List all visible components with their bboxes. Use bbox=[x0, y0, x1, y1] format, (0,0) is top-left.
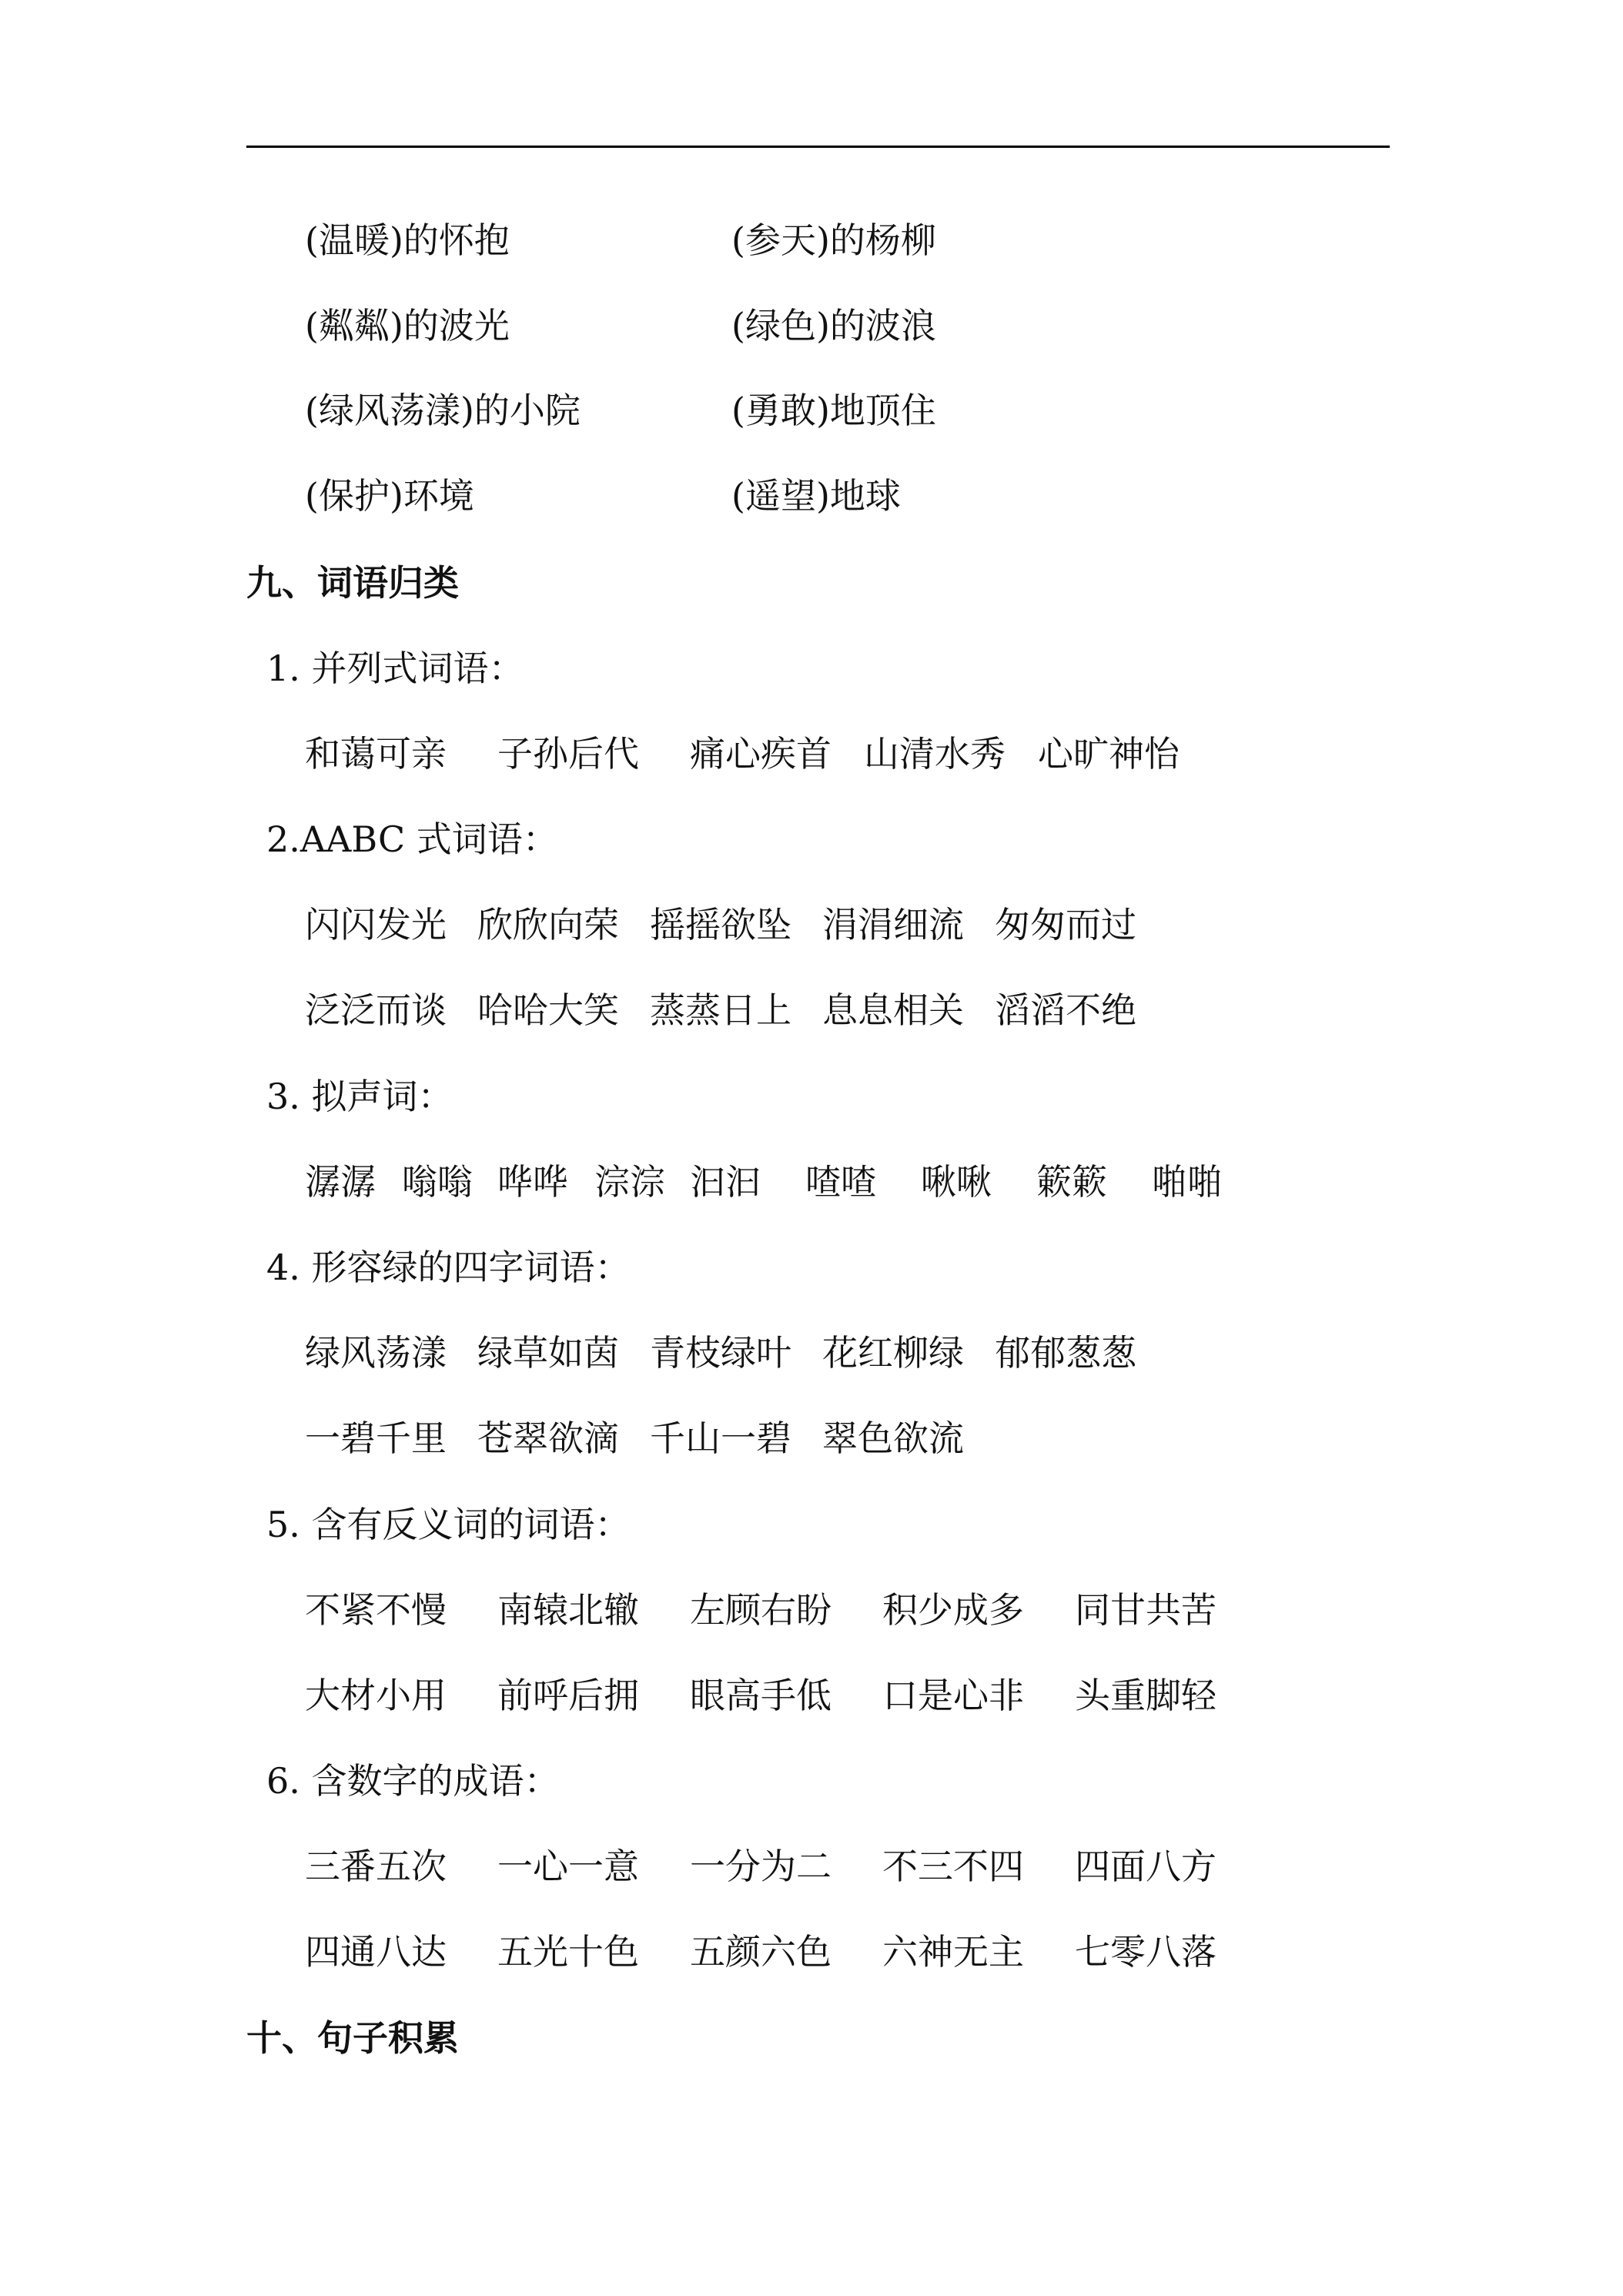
word: 同甘共苦 bbox=[1075, 1589, 1216, 1631]
word: 泛泛而谈 bbox=[305, 989, 447, 1031]
word: 翠色欲流 bbox=[822, 1417, 964, 1459]
group-5-label: 5. 含有反义词的词语： bbox=[266, 1504, 631, 1545]
word: 眼高手低 bbox=[690, 1675, 832, 1716]
group-2-label: 2.AABC 式词语： bbox=[266, 818, 558, 860]
pair-right-4: (遥望)地球 bbox=[731, 475, 901, 517]
word: 心旷神怡 bbox=[1038, 733, 1180, 775]
word: 喳喳 bbox=[805, 1161, 876, 1203]
word: 啾啾 bbox=[921, 1161, 992, 1203]
word: 淙淙 bbox=[594, 1161, 665, 1203]
word: 头重脚轻 bbox=[1075, 1675, 1216, 1716]
word: 涓涓细流 bbox=[822, 904, 964, 946]
group-6-row-1 bbox=[305, 1843, 1216, 1889]
word: 嗡嗡 bbox=[402, 1161, 473, 1203]
word: 左顾右盼 bbox=[690, 1589, 832, 1631]
word: 不三不四 bbox=[882, 1846, 1024, 1887]
word: 匆匆而过 bbox=[995, 904, 1136, 946]
word: 千山一碧 bbox=[650, 1417, 791, 1459]
word: 一碧千里 bbox=[305, 1417, 447, 1459]
word: 四面八方 bbox=[1075, 1846, 1216, 1887]
word: 簌簌 bbox=[1036, 1161, 1107, 1203]
word: 哗哗 bbox=[497, 1161, 568, 1203]
pair-right-3: (勇敢)地顶住 bbox=[731, 390, 936, 431]
word: 摇摇欲坠 bbox=[650, 904, 791, 946]
section-9-title: 九、词语归类 bbox=[246, 562, 459, 604]
group-2-row-1 bbox=[305, 902, 1136, 948]
group-3-label: 3. 拟声词： bbox=[266, 1076, 453, 1117]
group-1-row-1 bbox=[305, 731, 1180, 777]
group-6-label: 6. 含数字的成语： bbox=[266, 1760, 560, 1802]
word: 大材小用 bbox=[305, 1675, 447, 1716]
word: 前呼后拥 bbox=[497, 1675, 639, 1716]
word: 绿草如茵 bbox=[477, 1332, 619, 1374]
word: 口是心非 bbox=[882, 1675, 1024, 1716]
word: 积少成多 bbox=[882, 1589, 1024, 1631]
group-4-row-2 bbox=[305, 1415, 964, 1461]
header-rule bbox=[246, 146, 1390, 148]
word: 啪啪 bbox=[1152, 1161, 1223, 1203]
group-2-row-2 bbox=[305, 987, 1136, 1033]
word: 蒸蒸日上 bbox=[650, 989, 791, 1031]
word: 南辕北辙 bbox=[497, 1589, 639, 1631]
word: 子孙后代 bbox=[497, 733, 639, 775]
word: 欣欣向荣 bbox=[477, 904, 619, 946]
group-4-label: 4. 形容绿的四字词语： bbox=[266, 1247, 631, 1288]
group-5-row-1 bbox=[305, 1587, 1216, 1633]
word: 滔滔不绝 bbox=[995, 989, 1136, 1031]
word: 绿风荡漾 bbox=[305, 1332, 447, 1374]
pair-right-1: (参天)的杨柳 bbox=[731, 219, 936, 261]
word: 七零八落 bbox=[1075, 1931, 1216, 1973]
word: 闪闪发光 bbox=[305, 904, 447, 946]
pair-left-3: (绿风荡漾)的小院 bbox=[305, 390, 581, 431]
word: 哈哈大笑 bbox=[477, 989, 619, 1031]
group-5-row-2 bbox=[305, 1672, 1216, 1719]
group-1-label: 1. 并列式词语： bbox=[266, 648, 524, 689]
word: 一分为二 bbox=[690, 1846, 832, 1887]
pair-left-4: (保护)环境 bbox=[305, 475, 474, 517]
word: 郁郁葱葱 bbox=[995, 1332, 1136, 1374]
word: 四通八达 bbox=[305, 1931, 447, 1973]
word: 不紧不慢 bbox=[305, 1589, 447, 1631]
word: 花红柳绿 bbox=[822, 1332, 964, 1374]
group-6-row-2 bbox=[305, 1929, 1216, 1975]
word: 痛心疾首 bbox=[690, 733, 832, 775]
word: 息息相关 bbox=[822, 989, 964, 1031]
word: 六神无主 bbox=[882, 1931, 1024, 1973]
word: 五光十色 bbox=[497, 1931, 639, 1973]
section-10-title: 十、句子积累 bbox=[246, 2017, 459, 2059]
word: 青枝绿叶 bbox=[650, 1332, 791, 1374]
word: 三番五次 bbox=[305, 1846, 447, 1887]
pair-left-1: (温暖)的怀抱 bbox=[305, 219, 510, 261]
word: 苍翠欲滴 bbox=[477, 1417, 619, 1459]
word: 山清水秀 bbox=[864, 733, 1006, 775]
group-3-row-1 bbox=[305, 1159, 1223, 1205]
pair-left-2: (粼粼)的波光 bbox=[305, 305, 510, 346]
word: 汩汩 bbox=[690, 1161, 761, 1203]
word: 五颜六色 bbox=[690, 1931, 832, 1973]
word: 一心一意 bbox=[497, 1846, 639, 1887]
word: 潺潺 bbox=[305, 1161, 376, 1203]
word: 和蔼可亲 bbox=[305, 733, 447, 775]
pair-right-2: (绿色)的波浪 bbox=[731, 305, 936, 346]
group-4-row-1 bbox=[305, 1330, 1136, 1376]
